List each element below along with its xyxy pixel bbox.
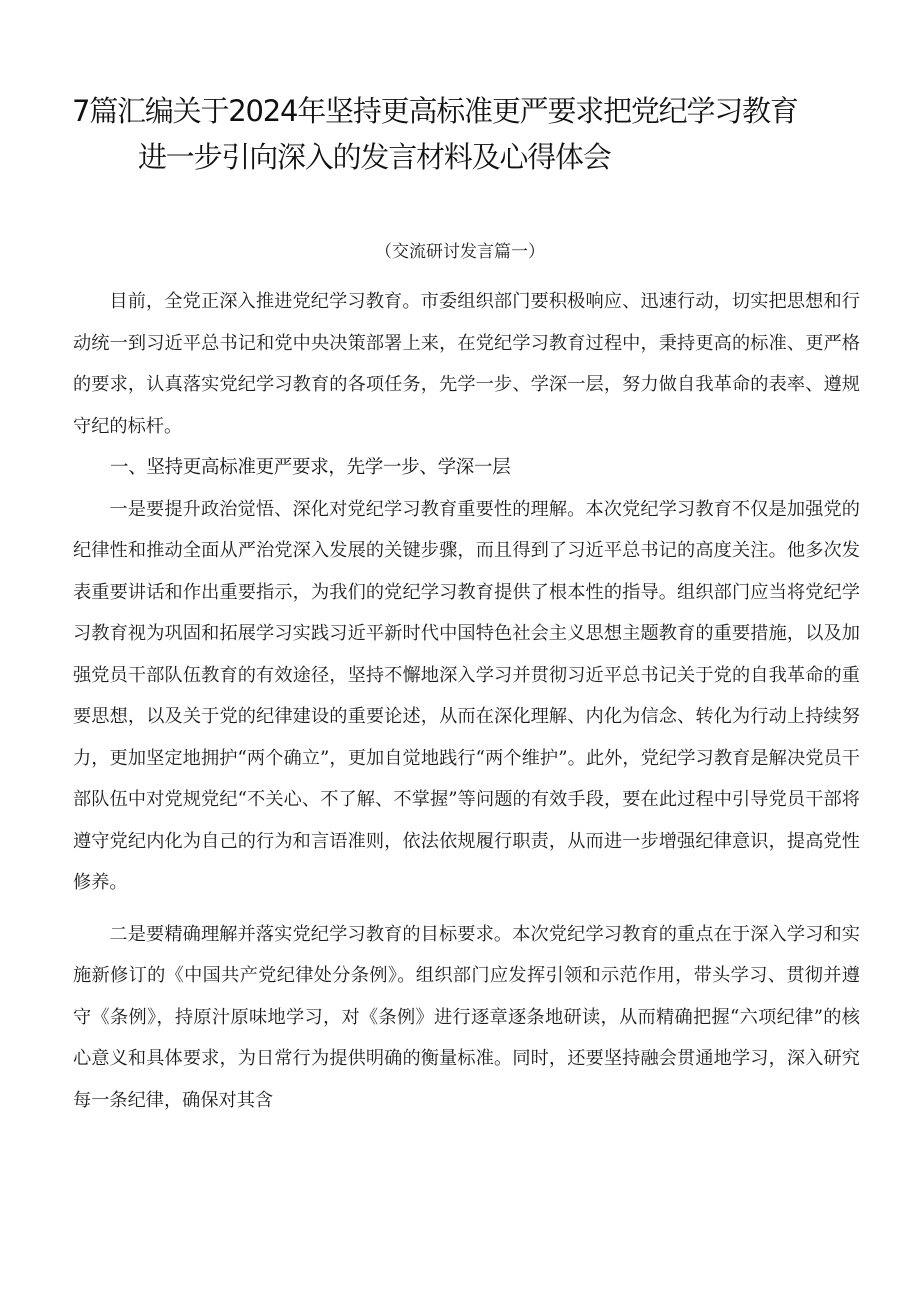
document-title xyxy=(72,88,872,180)
intro-paragraph: 目前，全党正深入推进党纪学习教育。市委组织部门要积极响应、迅速行动，切实把思想和行动统一到习近平总书记和党中央决策部署上来，在党纪学习教育过程中，秉持更高的标准、更严格的要求，认真落实党纪学习教育的各项任务，先学一步、学深一层，努力做自我革命的表率、遵规守纪的标杆。 xyxy=(73,291,860,437)
body-paragraph-2: 二是要精确理解并落实党纪学习教育的目标要求。本次党纪学习教育的重点在于深入学习和实施新修订的《中国共产党纪律处分条例》。组织部门应发挥引领和示范作用，带头学习、贯彻并遵守《条例》，持原汁原味地学习，对《条例》进行逐章逐条地研读，从而精确把握“六项纪律”的核心意义和具体要求，为日常行为提供明确的衡量标准。同时，还要坚持融会贯通地学习，深入研究每一条纪律，确保对其含 xyxy=(73,923,860,1111)
document-subtitle: （交流研讨发言篇一） xyxy=(375,242,545,262)
document-title-line-1: 7篇汇编关于2024年坚持更高标准更严要求把党纪学习教育 xyxy=(72,94,798,128)
document-title-line-2: 进一步引向深入的发言材料及心得体会 xyxy=(138,140,611,174)
section-heading-1: 一、坚持更高标准更严要求，先学一步、学深一层 xyxy=(110,457,511,478)
document-body xyxy=(73,281,860,1121)
body-paragraph-1: 一是要提升政治觉悟、深化对党纪学习教育重要性的理解。本次党纪学习教育不仅是加强党的纪律性和推动全面从严治党深入发展的关键步骤，而且得到了习近平总书记的高度关注。他多次发表重要讲话和作出重要指示，为我们的党纪学习教育提供了根本性的指导。组织部门应当将党纪学习教育视为巩固和拓展学习实践习近平新时代中国特色社会主义思想主题教育的重要措施，以及加强党员干部队伍教育的有效途径，坚持不懈地深入学习并贯彻习近平总书记关于党的自我革命的重要思想，以及关于党的纪律建设的重要论述，从而在深化理解、内化为信念、转化为行动上持续努力，更加坚定地拥护“两个确立”，更加自觉地践行“两个维护”。此外，党纪学习教育是解决党员干部队伍中对党规党纪“不关心、不了解、不掌握”等问题的有效手段，要在此过程中引导党员干部将遵守党纪内化为自己的行为和言语准则，依法依规履行职责，从而进一步增强纪律意识，提高党性修养。 xyxy=(73,498,860,893)
